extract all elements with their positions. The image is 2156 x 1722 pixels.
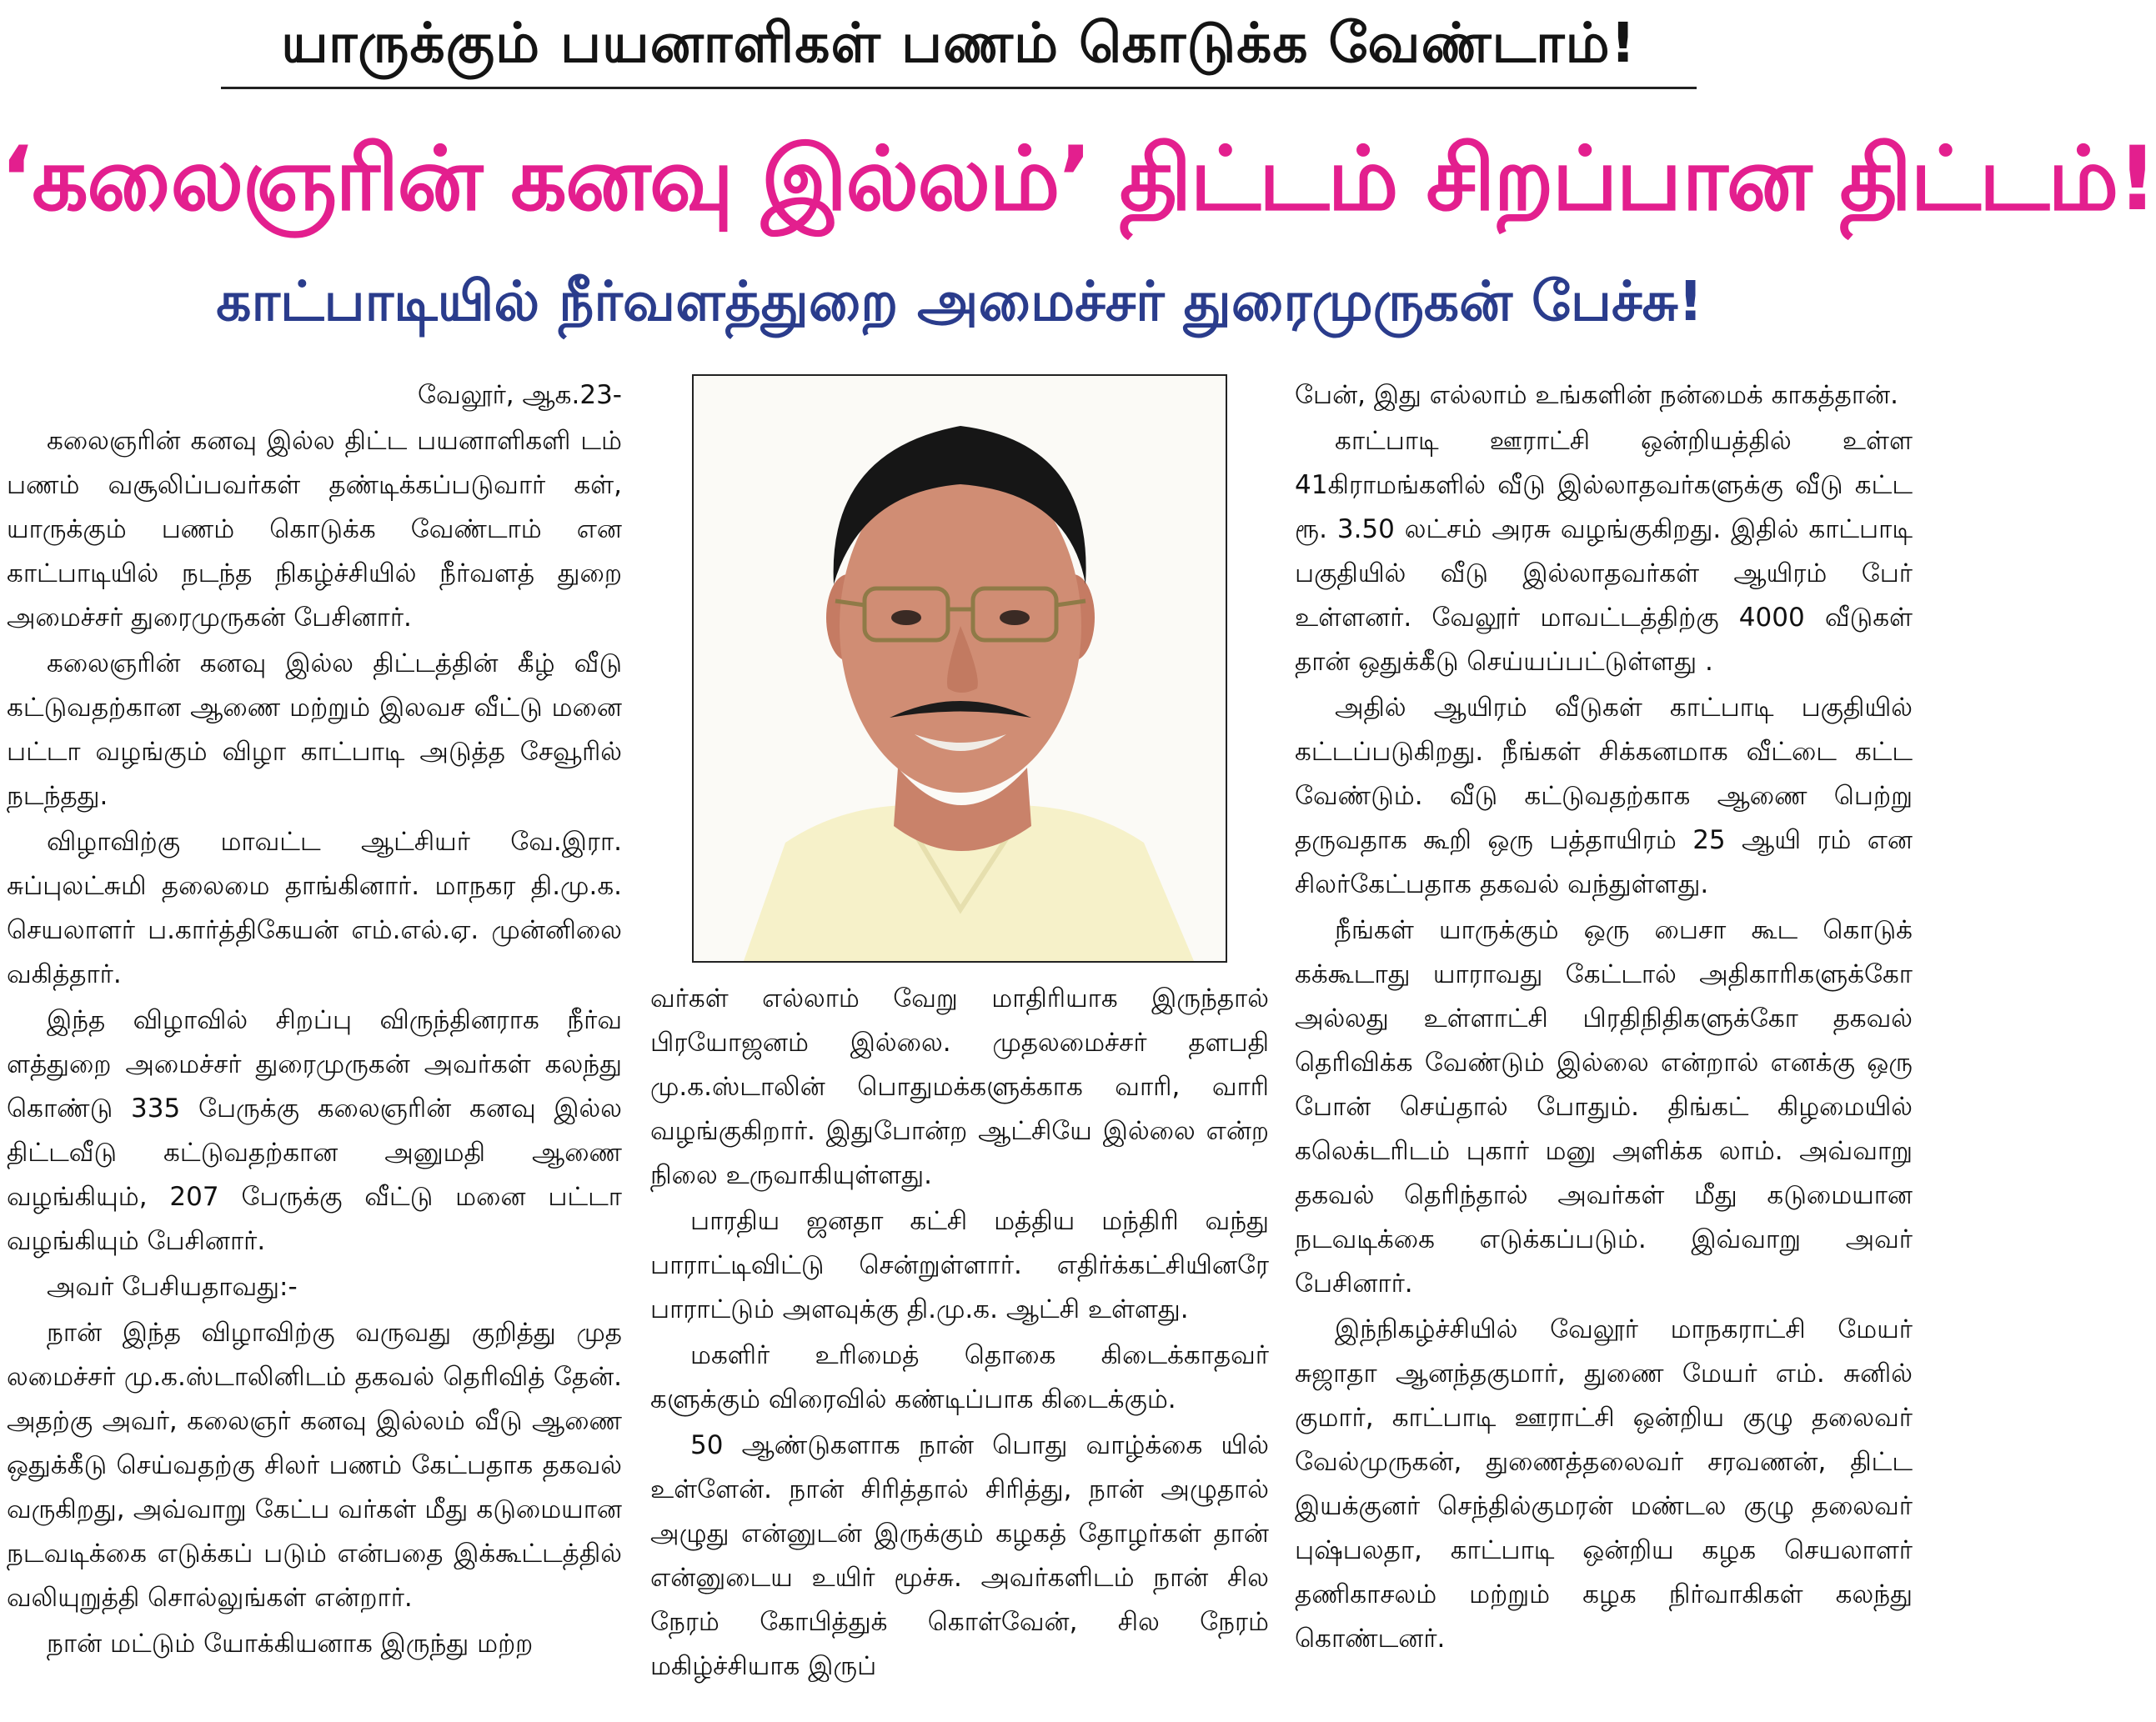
paragraph: காட்பாடி ஊராட்சி ஒன்றியத்தில் உள்ள 41கிராமங்களில் வீடு இல்லாதவர்களுக்கு வீடு கட்ட ரூ. 3.50 லட்சம் அரசு வழங்குகிறது. இதில் காட்பாடி பகுதியில் வீடு இல்லாதவர்கள் ஆயிரம் பேர் உள்ளனர். வேலூர் மாவட்டத்திற்கு 4000 வீடுகள் தான் ஒதுக்கீடு செய்யப்பட்டுள்ளது . [1295,426,1913,677]
paragraph: அவர் பேசியதாவது:- [47,1272,298,1302]
paragraph: இந்நிகழ்ச்சியில் வேலூர் மாநகராட்சி மேயர் சுஜாதா ஆனந்தகுமார், துணை மேயர் எம். சுனில் குமார், காட்பாடி ஊராட்சி ஒன்றிய குழு தலைவர் வேல்முருகன், துணைத்தலைவர் சரவணன், திட்ட இயக்குனர் செந்தில்குமரன் மண்டல குழு தலைவர் புஷ்பலதா, காட்பாடி ஒன்றிய கழக செயலாளர் தணிகாசலம் மற்றும் கழக நிர்வாகிகள் கலந்து கொண்டனர். [1295,1314,1913,1654]
paragraph: நான் மட்டும் யோக்கியனாக இருந்து மற்ற [47,1629,534,1659]
kicker-headline: யாருக்கும் பயனாளிகள் பணம் கொடுக்க வேண்டாம்! [281,11,1637,75]
paragraph: கலைஞரின் கனவு இல்ல திட்டத்தின் கீழ் வீடு கட்டுவதற்கான ஆணை மற்றும் இலவச வீட்டு மனை பட்டா வழங்கும் விழா காட்பாடி அடுத்த சேவூரில் நடந்தது. [7,648,622,811]
paragraph: அதில் ஆயிரம் வீடுகள் காட்பாடி பகுதியில் கட்டப்படுகிறது. நீங்கள் சிக்கனமாக வீட்டை கட்ட வேண்டும். வீடு கட்டுவதற்காக ஆணை பெற்று தருவதாக கூறி ஒரு பத்தாயிரம் 25 ஆயி ரம் என சிலர்கேட்பதாக தகவல் வந்துள்ளது. [1295,693,1913,899]
sub-headline: காட்பாடியில் நீர்வளத்துறை அமைச்சர் துரைமுருகன் பேச்சு! [216,269,1703,333]
paragraph: விழாவிற்கு மாவட்ட ஆட்சியர் வே.இரா. சுப்புலட்சுமி தலைமை தாங்கினார். மாநகர தி.மு.க. செயலாளர் ப.கார்த்திகேயன் எம்.எல்.ஏ. முன்னிலை வகித்தார். [7,827,622,989]
article-column-1 [7,373,622,1668]
paragraph: 50 ஆண்டுகளாக நான் பொது வாழ்க்கை யில் உள்ளேன். நான் சிரித்தால் சிரித்து, நான் அழுதால் அழுது என்னுடன் இருக்கும் கழகத் தோழர்கள் தான் என்னுடைய உயிர் மூச்சு. அவர்களிடம் நான் சில நேரம் கோபித்துக் கொள்வேன், சில நேரம் மகிழ்ச்சியாக இருப் [650,1430,1269,1681]
paragraph: கலைஞரின் கனவு இல்ல திட்ட பயனாளிகளி டம் பணம் வசூலிப்பவர்கள் தண்டிக்கப்படுவார் கள், யாருக்கும் பணம் கொடுக்க வேண்டாம் என காட்பாடியில் நடந்த நிகழ்ச்சியில் நீர்வளத் துறை அமைச்சர் துரைமுருகன் பேசினார். [7,426,622,633]
main-headline: ‘கலைஞரின் கனவு இல்லம்’ திட்டம் சிறப்பான திட்டம்! [0,128,2156,230]
article-column-2 [650,977,1269,1690]
paragraph: நீங்கள் யாருக்கும் ஒரு பைசா கூட கொடுக் கக்கூடாது யாராவது கேட்டால் அதிகாரிகளுக்கோ அல்லது உள்ளாட்சி பிரதிநிதிகளுக்கோ தகவல் தெரிவிக்க வேண்டும் இல்லை என்றால் எனக்கு ஒரு போன் செய்தால் போதும். திங்கட் கிழமையில் கலெக்டரிடம் புகார் மனு அளிக்க லாம். அவ்வாறு தகவல் தெரிந்தால் அவர்கள் மீது கடுமையான நடவடிக்கை எடுக்கப்படும். இவ்வாறு அவர் பேசினார். [1295,915,1913,1299]
kicker-divider [221,87,1697,89]
dateline: வேலூர், ஆக.23- [417,380,622,410]
paragraph: பாரதிய ஜனதா கட்சி மத்திய மந்திரி வந்து பாராட்டிவிட்டு சென்றுள்ளார். எதிர்க்கட்சியினரே பாராட்டும் அளவுக்கு தி.மு.க. ஆட்சி உள்ளது. [650,1206,1269,1324]
paragraph: நான் இந்த விழாவிற்கு வருவது குறித்து முத லமைச்சர் மு.க.ஸ்டாலினிடம் தகவல் தெரிவித் தேன். அதற்கு அவர், கலைஞர் கனவு இல்லம் வீடு ஆணை ஒதுக்கீடு செய்வதற்கு சிலர் பணம் கேட்பதாக தகவல் வருகிறது, அவ்வாறு கேட்ப வர்கள் மீது கடுமையான நடவடிக்கை எடுக்கப் படும் என்பதை இக்கூட்டத்தில் வலியுறுத்தி சொல்லுங்கள் என்றார். [7,1318,622,1613]
paragraph: இந்த விழாவில் சிறப்பு விருந்தினராக நீர்வ ளத்துறை அமைச்சர் துரைமுருகன் அவர்கள் கலந்து கொண்டு 335 பேருக்கு கலைஞரின் கனவு இல்ல திட்டவீடு கட்டுவதற்கான அனுமதி ஆணை வழங்கியும், 207 பேருக்கு வீட்டு மனை பட்டா வழங்கியும் பேசினார். [7,1005,622,1256]
article-column-3 [1295,373,1913,1663]
paragraph: மகளிர் உரிமைத் தொகை கிடைக்காதவர் களுக்கும் விரைவில் கண்டிப்பாக கிடைக்கும். [650,1340,1269,1414]
paragraph: வர்கள் எல்லாம் வேறு மாதிரியாக இருந்தால் பிரயோஜனம் இல்லை. முதலமைச்சர் தளபதி மு.க.ஸ்டாலின் பொதுமக்களுக்காக வாரி, வாரி வழங்குகிறார். இதுபோன்ற ஆட்சியே இல்லை என்ற நிலை உருவாகியுள்ளது. [650,984,1269,1190]
paragraph: பேன், இது எல்லாம் உங்களின் நன்மைக் காகத்தான். [1295,380,1898,410]
portrait-photo [692,374,1227,963]
portrait-illustration [694,376,1226,961]
